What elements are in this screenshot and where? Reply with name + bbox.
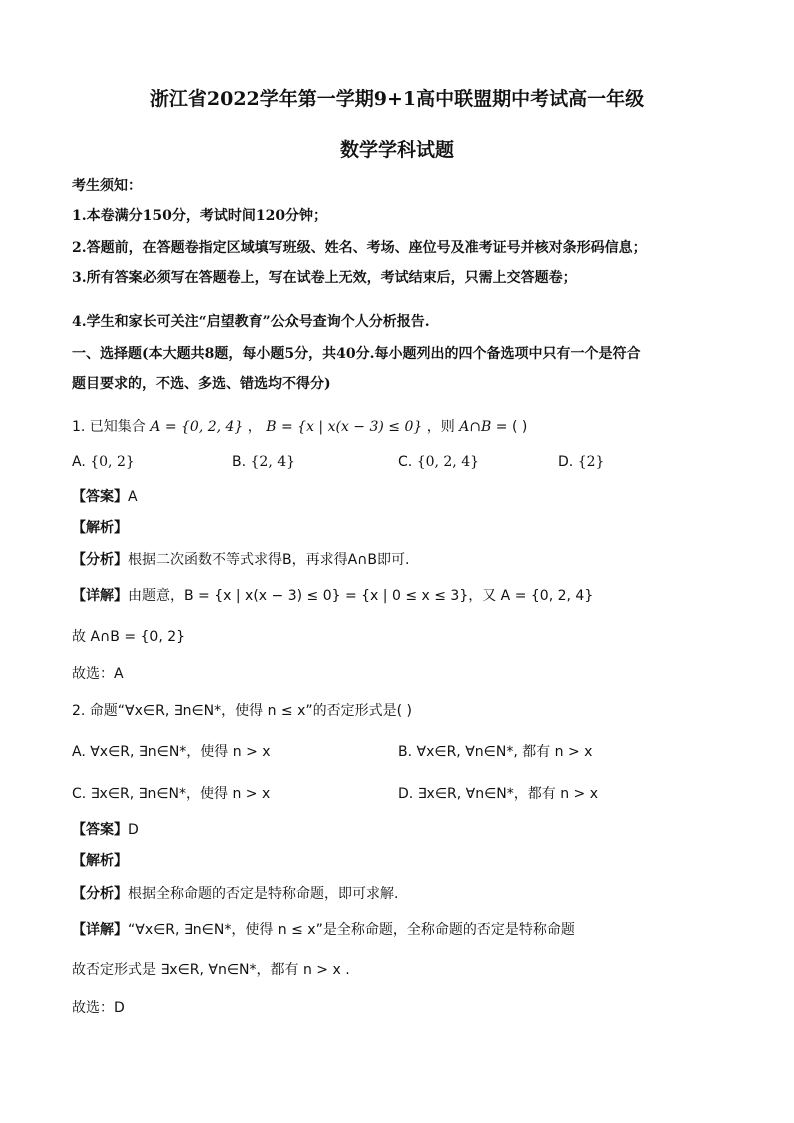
q1-option-c-label: C. <box>398 454 413 470</box>
q1-expr: A∩B <box>459 419 492 435</box>
q2-stem: 2. 命题“∀x∈R, ∃n∈N*，使得 n ≤ x”的否定形式是( ) <box>72 703 412 719</box>
q1-option-d-text: {2} <box>577 454 605 470</box>
q2-option-c-label: C. <box>72 786 87 802</box>
q1-answer-value: A <box>128 489 138 505</box>
q2-option-d-text: ∃x∈R, ∀n∈N*，都有 n > x <box>417 786 598 802</box>
q1-option-b-label: B. <box>232 454 247 470</box>
q2-option-c-text: ∃x∈R, ∃n∈N*，使得 n > x <box>90 786 271 802</box>
q2-option-d <box>398 784 598 804</box>
q1-fenxi-tag: 【分析】 <box>72 552 128 568</box>
q1-answer <box>72 487 138 507</box>
q2-analysis-tag <box>72 851 128 871</box>
q1-blank: = ( ) <box>495 419 528 435</box>
q1-detail-text: 由题意，B = {x | x(x − 3) ≤ 0} = {x | 0 ≤ x ≤ 3}，又 A = {0, 2, 4} <box>128 588 594 604</box>
q1-stem-suffix: ，则 <box>426 419 455 435</box>
notice-heading: 考生须知： <box>72 178 142 194</box>
q1-separator: ， <box>247 419 262 435</box>
notice-item-3: 3.所有答案必须写在答题卷上，写在试卷上无效，考试结束后，只需上交答题卷； <box>72 270 577 286</box>
q1-choose: 故选：A <box>72 666 124 682</box>
q2-fenxi-tag: 【分析】 <box>72 886 128 902</box>
q2-answer-tag: 【答案】 <box>72 822 128 838</box>
q2-option-a-text: ∀x∈R, ∃n∈N*，使得 n > x <box>90 744 271 760</box>
q1-option-a <box>72 452 135 472</box>
q2-detail-tag: 【详解】 <box>72 922 128 938</box>
q1-set-b: B = {x | x(x − 3) ≤ 0} <box>266 419 423 435</box>
q2-option-b-label: B. <box>398 744 413 760</box>
q2-detail-text: “∀x∈R, ∃n∈N*，使得 n ≤ x”是全称命题，全称命题的否定是特称命题 <box>128 922 575 938</box>
q1-stem-prefix: 1. 已知集合 <box>72 419 146 435</box>
q1-detail-tag: 【详解】 <box>72 588 128 604</box>
q1-option-b-text: {2, 4} <box>250 454 296 470</box>
notice-item-2: 2.答题前，在答题卷指定区域填写班级、姓名、考场、座位号及准考证号并核对条形码信息； <box>72 240 647 256</box>
q1-option-c-text: {0, 2, 4} <box>416 454 480 470</box>
q2-option-a <box>72 742 271 762</box>
page-subtitle: 数学学科试题 <box>339 139 454 161</box>
q2-option-b <box>398 742 592 762</box>
q2-conclusion: 故否定形式是 ∃x∈R, ∀n∈N*，都有 n > x . <box>72 962 350 978</box>
page-title: 浙江省2022学年第一学期9+1高中联盟期中考试高一年级 <box>149 88 645 110</box>
q1-option-b <box>232 452 295 472</box>
q1-option-d <box>558 452 604 472</box>
notice-item-1: 1.本卷满分150分，考试时间120分钟； <box>72 208 328 224</box>
q1-option-c <box>398 452 479 472</box>
q2-answer <box>72 820 139 840</box>
notice-item-4: 4.学生和家长可关注“启望教育”公众号查询个人分析报告. <box>72 314 430 330</box>
q1-answer-tag: 【答案】 <box>72 489 128 505</box>
q2-choose: 故选：D <box>72 1000 125 1016</box>
q2-option-a-label: A. <box>72 744 86 760</box>
q1-option-d-label: D. <box>558 454 574 470</box>
q2-detail <box>72 920 575 940</box>
q1-stem <box>72 417 527 437</box>
q2-analysis-label: 【解析】 <box>72 853 128 869</box>
q1-set-a: A = {0, 2, 4} <box>150 419 244 435</box>
q2-option-c <box>72 784 270 804</box>
q2-option-b-text: ∀x∈R, ∀n∈N*, 都有 n > x <box>416 744 593 760</box>
q1-fenxi-text: 根据二次函数不等式求得B，再求得A∩B即可. <box>128 552 410 568</box>
q1-conclusion: 故 A∩B = {0, 2} <box>72 629 186 645</box>
q1-option-a-label: A. <box>72 454 86 470</box>
q2-fenxi <box>72 884 398 904</box>
q2-answer-value: D <box>128 822 139 838</box>
q1-fenxi <box>72 550 409 570</box>
section-heading-line1: 一、选择题(本大题共8题，每小题5分，共40分.每小题列出的四个备选项中只有一个是符合 <box>72 346 641 362</box>
q1-analysis-label: 【解析】 <box>72 520 128 536</box>
q1-analysis-tag <box>72 518 128 538</box>
q1-detail <box>72 586 593 606</box>
q1-option-a-text: {0, 2} <box>90 454 135 470</box>
q2-option-d-label: D. <box>398 786 414 802</box>
section-heading-line2: 题目要求的，不选、多选、错选均不得分) <box>72 376 331 392</box>
q2-fenxi-text: 根据全称命题的否定是特称命题，即可求解. <box>128 886 399 902</box>
